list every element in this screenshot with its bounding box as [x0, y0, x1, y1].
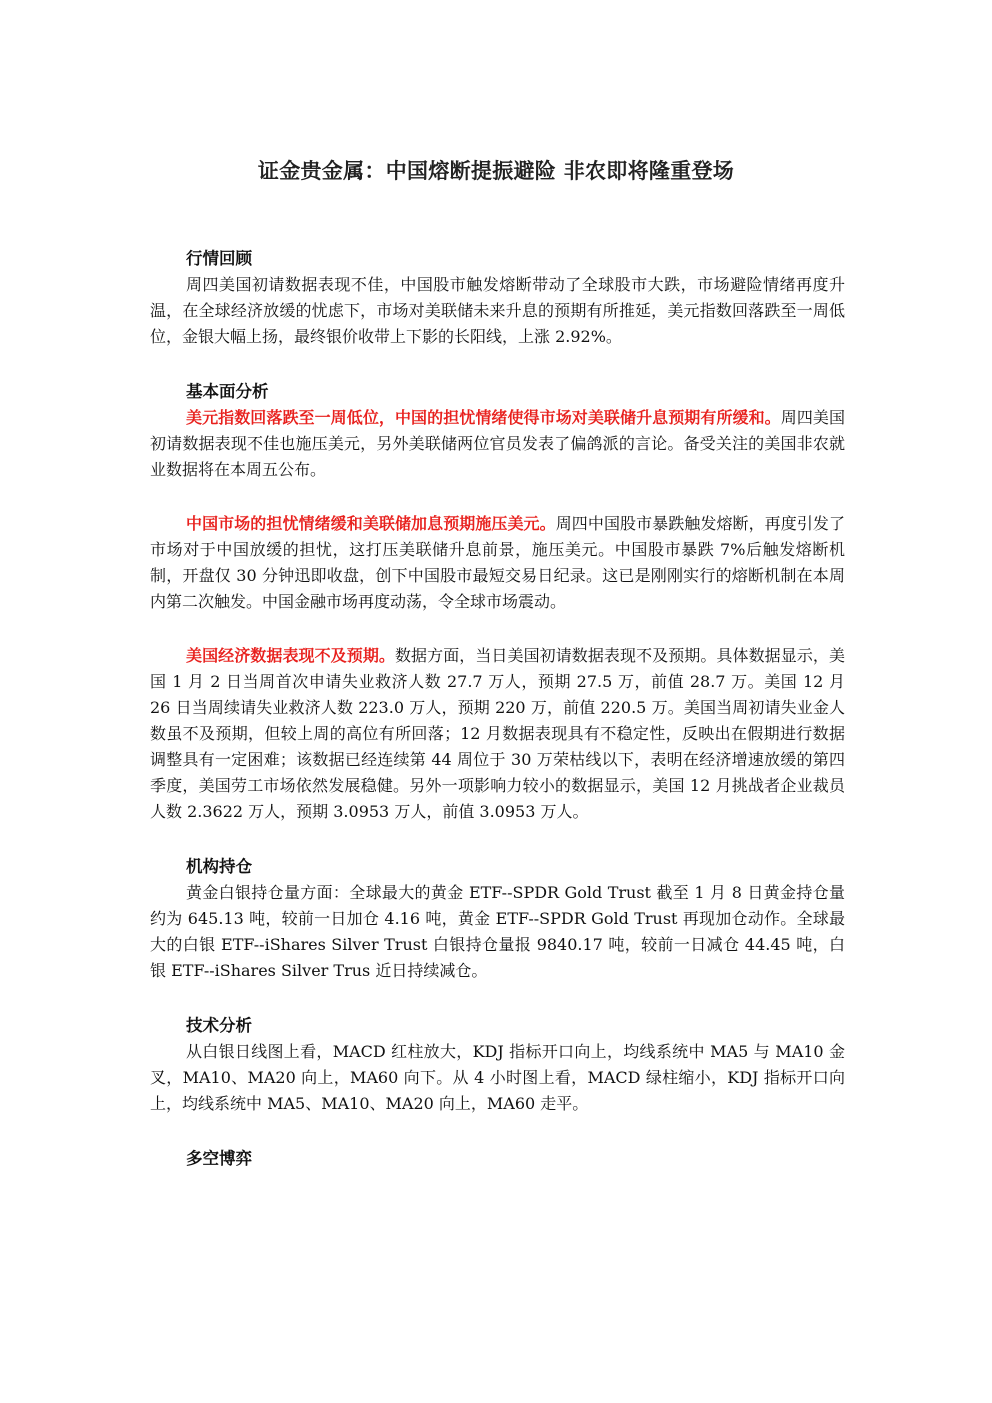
paragraph-text: 周四中国股市暴跌触发熔断，再度引发了市场对于中国放缓的担忧，这打压美联储升息前景，施压美元。中国股市暴跌 7%后触发熔断机制，开盘仅 30 分钟迅即收盘，创下中国股市最短交易日纪录。这已是刚刚实行的熔断机制在本周内第二次触发。中国金融市场再度动荡，令全球市场震动。 [150, 514, 845, 611]
section-market-review [150, 246, 845, 350]
section-technical-analysis [150, 1013, 845, 1117]
paragraph: 从白银日线图上看，MACD 红柱放大，KDJ 指标开口向上，均线系统中 MA5 与 MA10 金叉，MA10、MA20 向上，MA60 向下。从 4 小时图上看，MACD 绿柱缩小，KDJ 指标开口向上，均线系统中 MA5、MA10、MA20 向上，MA60 走平。 [150, 1042, 845, 1113]
section-long-short [150, 1146, 845, 1172]
paragraph [150, 643, 845, 825]
paragraph-text: 周四美国初请数据表现不佳也施压美元，另外美联储两位官员发表了偏鸽派的言论。备受关注的美国非农就业数据将在本周五公布。 [150, 408, 845, 479]
paragraph-text: 数据方面，当日美国初请数据表现不及预期。具体数据显示，美国 1 月 2 日当周首次申请失业救济人数 27.7 万人，预期 27.5 万，前值 28.7 万。美国 12 月 26 日当周续请失业救济人数 223.0 万人，预期 220 万，前值 220.5 万。美国当周初请失业金人数虽不及预期，但较上周的高位有所回落；12 月数据表现具有不稳定性，反映出在假期进行数据调整具有一定困难；该数据已经连续第 44 周位于 30 万荣枯线以下，表明在经济增速放缓的第四季度，美国劳工市场依然发展稳健。另外一项影响力较小的数据显示，美国 12 月挑战者企业裁员人数 2.3622 万人，预期 3.0953 万人，前值 3.0953 万人。 [150, 646, 845, 821]
paragraph [150, 405, 845, 483]
paragraph: 周四美国初请数据表现不佳，中国股市触发熔断带动了全球股市大跌，市场避险情绪再度升温，在全球经济放缓的忧虑下，市场对美联储未来升息的预期有所推延，美元指数回落跌至一周低位，金银大幅上扬，最终银价收带上下影的长阳线，上涨 2.92%。 [150, 275, 845, 346]
section-fundamental-analysis [150, 379, 845, 825]
section-heading: 行情回顾 [186, 249, 252, 268]
highlight-text: 美国经济数据表现不及预期。 [186, 646, 395, 665]
page-title: 证金贵金属：中国熔断提振避险 非农即将隆重登场 [257, 159, 735, 183]
section-heading: 多空博弈 [186, 1149, 252, 1168]
highlight-text: 中国市场的担忧情绪缓和美联储加息预期施压美元。 [186, 514, 556, 533]
section-heading: 机构持仓 [186, 857, 252, 876]
section-heading: 技术分析 [186, 1016, 252, 1035]
section-heading: 基本面分析 [186, 382, 269, 401]
highlight-text: 美元指数回落跌至一周低位，中国的担忧情绪使得市场对美联储升息预期有所缓和。 [186, 408, 781, 427]
section-institutional-holdings [150, 854, 845, 984]
paragraph: 黄金白银持仓量方面：全球最大的黄金 ETF--SPDR Gold Trust 截至 1 月 8 日黄金持仓量约为 645.13 吨，较前一日加仓 4.16 吨，黄金 ETF--SPDR Gold Trust 再现加仓动作。全球最大的白银 ETF--iShares Silver Trust 白银持仓量报 9840.17 吨，较前一日减仓 44.45 吨，白银 ETF--iShares Silver Trus 近日持续减仓。 [150, 883, 845, 980]
paragraph [150, 511, 845, 615]
document-body [150, 246, 845, 1201]
